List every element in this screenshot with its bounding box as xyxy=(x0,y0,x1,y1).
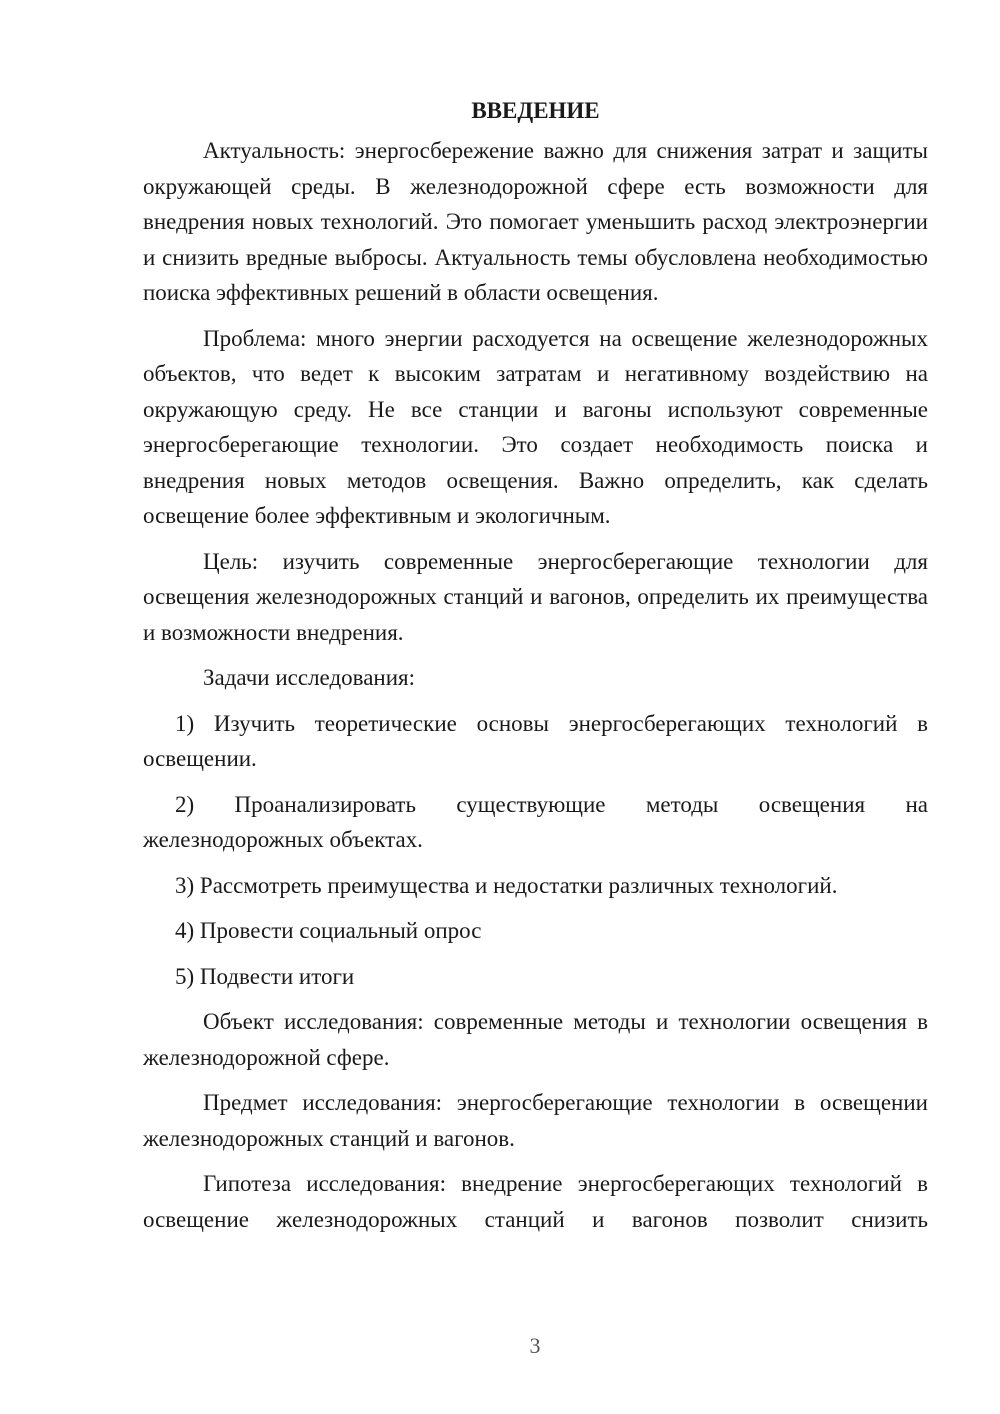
section-title: ВВЕДЕНИЕ xyxy=(471,98,600,123)
goal-paragraph: Цель: изучить современные энергосберегающие технологии для освещения железнодорожных станций и вагонов, определить их преимущества и возможности внедрения. xyxy=(143,548,928,645)
task-item-5: 5) Подвести итоги xyxy=(175,963,355,989)
task-item-3: 3) Рассмотреть преимущества и недостатки различных технологий. xyxy=(175,872,838,898)
task-item-1: 1) Изучить теоретические основы энергосберегающих технологий в освещении. xyxy=(143,710,928,771)
page-number: 3 xyxy=(529,1333,541,1358)
relevance-paragraph: Актуальность: энергосбережение важно для снижения затрат и защиты окружающей среды. В железнодорожной сфере есть возможности для внедрения новых технологий. Это помогает уменьшить расход электроэнергии и снизить вредные выбросы. Актуальность темы обусловлена необходимостью поиска эффективных решений в области освещения. xyxy=(143,138,928,305)
hypothesis-paragraph: Гипотеза исследования: внедрение энергосберегающих технологий в освещение железнодорожных станций и вагонов позволит снизить xyxy=(143,1171,928,1232)
object-paragraph: Объект исследования: современные методы и технологии освещения в железнодорожной сфере. xyxy=(143,1009,928,1070)
page-content xyxy=(143,96,928,1247)
problem-paragraph: Проблема: много энергии расходуется на освещение железнодорожных объектов, что ведет к высоким затратам и негативному воздействию на окружающую среду. Не все станции и вагоны используют современные энергосберегающие технологии. Это создает необходимость поиска и внедрения новых методов освещения. Важно определить, как сделать освещение более эффективным и экологичным. xyxy=(143,325,928,528)
tasks-heading: Задачи исследования: xyxy=(203,665,416,690)
task-item-4: 4) Провести социальный опрос xyxy=(175,918,482,943)
subject-paragraph: Предмет исследования: энергосберегающие технологии в освещении железнодорожных станций и вагонов. xyxy=(143,1090,928,1151)
task-item-2: 2) Проанализировать существующие методы освещения на железнодорожных объектах. xyxy=(143,791,928,852)
